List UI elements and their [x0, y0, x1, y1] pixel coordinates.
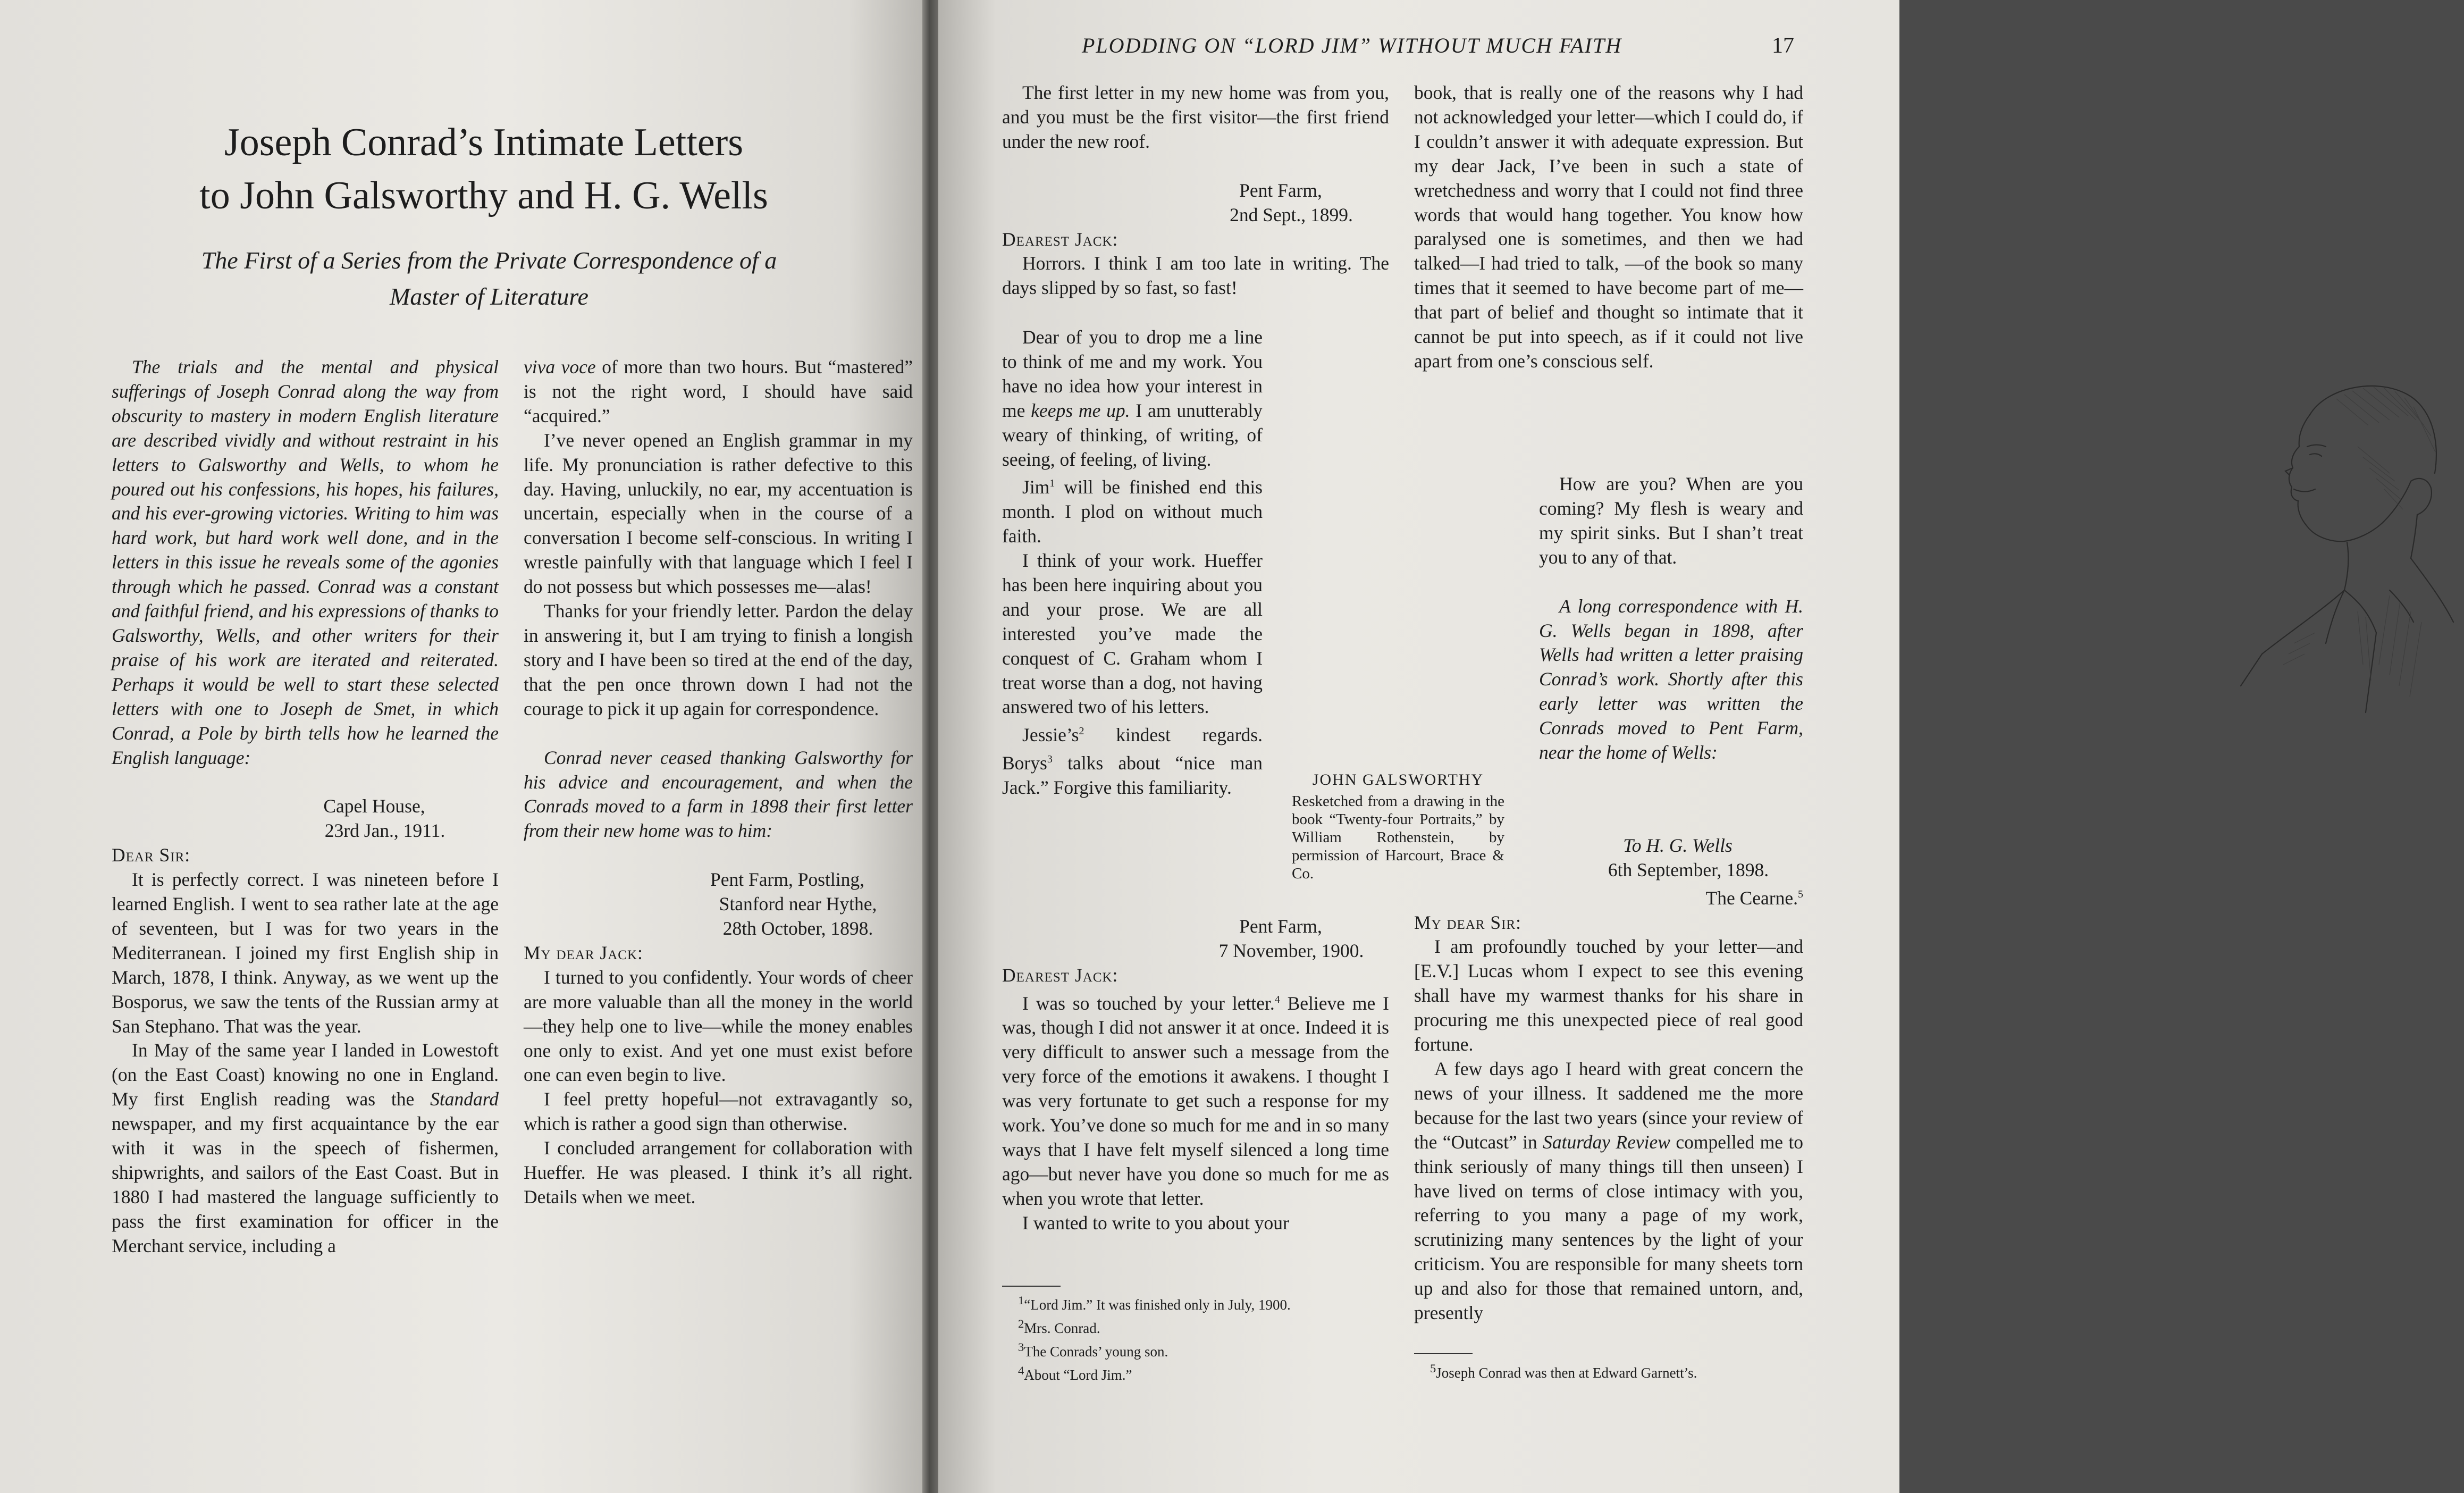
right-column-1-bottom: [1002, 915, 1389, 1236]
right-col2-paragraph-2: How are you? When are you coming? My flesh is weary and my spirit sinks. But I shan’t treat you to any of that.: [1539, 473, 1803, 568]
letter5-salutation: My dear Sir:: [1414, 911, 1522, 933]
left-page: [0, 0, 922, 1493]
right-column-2-bottom: [1414, 834, 1803, 1326]
editorial-note: Conrad never ceased thanking Galsworthy for his advice and encouragement, and when the Conrads moved to a farm in 1898 their first letter from their new home was to him:: [524, 746, 913, 842]
footnote-4: $^4$About “Lord Jim.”: [1018, 1364, 1132, 1383]
letter1-paragraph-1: It is perfectly correct. I was nineteen before I learned English. I went to sea rather late at the age of seventeen, but I was for two years in the Mediterranean. I joined my first English ship in March, 1878, I think. Anyway, as we went up the Bosporus, we saw the tents of the Russian army at San Stephano. That was the year.: [112, 869, 499, 1037]
letter2-paragraph-1: I turned to you confidently. Your words of cheer are more valuable than all the money in the world—they help one to live—while the money enables one only to exist. And yet one must exist before one can even begin to live.: [524, 966, 913, 1086]
letter4-salutation: Dearest Jack:: [1002, 964, 1119, 986]
left-column-1: [112, 355, 499, 1259]
article-title: [106, 116, 861, 222]
footnote-3: $^3$The Conrads’ young son.: [1018, 1340, 1168, 1360]
article-title-line-1: Joseph Conrad’s Intimate Letters: [224, 121, 744, 164]
col2-paragraph-3: Thanks for your friendly letter. Pardon the delay in answering it, but I am trying to finish a longish story and I have been so tired at the end of the day, that the pen once thrown down I had not the courage to pick it up again for correspondence.: [524, 600, 913, 719]
letter3-paragraph-5: $Jessie’s^2$ kindest regards. Borys$^3$ talks about “nice man Jack.” Forgive this familiarity.: [1002, 724, 1263, 798]
portrait-caption-title: JOHN GALSWORTHY: [1312, 771, 1484, 789]
letter2-salutation: My dear Jack:: [524, 942, 643, 963]
letter3-salutation: Dearest Jack:: [1002, 228, 1119, 250]
footnote-rule-2: [1414, 1353, 1473, 1354]
col2-paragraph-2: I’ve never opened an English grammar in my life. My pronunciation is rather defective to this day. Having, unluckily, no ear, my accentuation is uncertain, especially when in the course of a conversation I become self-conscious. In writing I wrestle painfully with that language which I feel I do not possess but which possesses me—alas!: [524, 429, 913, 598]
footnote-5: $^5$Joseph Conrad was then at Edward Garnett’s.: [1430, 1362, 1697, 1381]
letter2-paragraph-2: I feel pretty hopeful—not extravagantly so, which is rather a good sign than otherwise.: [524, 1088, 913, 1135]
intro-paragraph: The trials and the mental and physical sufferings of Joseph Conrad along the way from obscurity to mastery in modern English literature are described vividly and without restraint in his letters to Galsworthy and Wells, to whom he poured out his confessions, his hopes, his failures, and his ever-growing victories. Writing to him was hard work, but hard work well done, and in the letters in this issue he reveals some of the agonies through which he passed. Conrad was a constant and faithful friend, and his expressions of thanks to Galsworthy, Wells, and other writers for their praise of his work are iterated and reiterated. Perhaps it would be well to start these selected letters with one to Joseph de Smet, in which Conrad, a Pole by birth tells how he learned the English language:: [112, 356, 499, 768]
letter5-paragraph-2: A few days ago I heard with great concern the news of your illness. It saddened me the more because for the last two years (since your review of the “Outcast” in Saturday Review compelled me to think seriously of many things till then unseen) I have lived on terms of close intimacy with you, referring to you many a page of my work, scrutinizing many sentences by the light of your criticism. You are responsible for many sheets torn up and also for those that remained untorn, and, presently: [1414, 1058, 1803, 1324]
letter3-paragraph-1: Horrors. I think I am too late in writing. The days slipped by so fast, so fast!: [1002, 253, 1389, 299]
letter3-paragraph-4: I think of your work. Hueffer has been here inquiring about you and your prose. We are all interested you’ve made the conquest of C. Graham whom I treat worse than a dog, not having answered two of his letters.: [1002, 549, 1263, 718]
right-col1-paragraph-1: The first letter in my new home was from you, and you must be the first visitor—the first friend under the new roof.: [1002, 82, 1389, 152]
letter3-place: Pent Farm,: [1239, 179, 1322, 201]
letter4-paragraph-2: I wanted to write to you about your: [1022, 1212, 1289, 1234]
footnote-rule: [1002, 1286, 1061, 1287]
letter5-to: To H. G. Wells: [1623, 835, 1733, 856]
letter1-paragraph-2: In May of the same year I landed in Lowestoft (on the East Coast) knowing no one in England. My first English reading was the Standard newspaper, and my first acquaintance by the ear with it was in the speech of fishermen, shipwrights, and sailors of the East Coast. But in 1880 I had mastered the language sufficiently to pass the first examination for officer in the Merchant service, including a: [112, 1039, 499, 1256]
article-subtitle: [128, 242, 851, 315]
book-gutter: [922, 0, 938, 1493]
right-page: [938, 0, 1899, 1493]
letter4-place: Pent Farm,: [1239, 916, 1322, 937]
right-column-1-narrow: [1002, 325, 1263, 800]
letter5-place: The Cearne.$^5$: [1705, 887, 1803, 909]
article-subtitle-line-1: The First of a Series from the Private Correspondence of a: [201, 247, 777, 274]
col2-paragraph-1: viva voce of more than two hours. But “mastered” is not the right word, I should have said “acquired.”: [524, 356, 913, 426]
letter4-paragraph-1: I was so touched by your letter.$^4$ Believe me I was, though I did not answer it at once. Indeed it is very difficult to answer such a message from the very force of the emotions it awakens. I thought I was very fortunate to get such a response for my work. You’ve done so much for me and in so many ways that I have felt myself silenced a long time ago—but never have you done so much for me as when you wrote that letter.: [1002, 992, 1389, 1209]
letter3-paragraph-2: Dear of you to drop me a line to think of me and my work. You have no idea how your interest in me keeps me up. I am unutterably weary of thinking, of writing, of seeing, of feeling, of living.: [1002, 326, 1263, 470]
right-column-2-narrow: [1539, 472, 1803, 765]
right-column-1-top: [1002, 81, 1389, 300]
letter1-date: 23rd Jan., 1911.: [324, 820, 445, 842]
article-title-line-2: to John Galsworthy and H. G. Wells: [199, 174, 768, 217]
letter2-place-1: Pent Farm, Postling,: [710, 869, 864, 891]
footnotes-left: [1018, 1291, 1390, 1385]
footnote-2: $^2$Mrs. Conrad.: [1018, 1317, 1100, 1336]
page-number: 17: [1772, 33, 1794, 58]
letter3-paragraph-3: Jim$^1$ will be finished end this month. I plod on without much faith.: [1002, 476, 1263, 547]
letter2-place-2: Stanford near Hythe,: [719, 893, 877, 915]
letter2-paragraph-3: I concluded arrangement for collaboration with Hueffer. He was pleased. I think it’s all right. Details when we meet.: [524, 1137, 913, 1207]
letter5-paragraph-1: I am profoundly touched by your letter—and [E.V.] Lucas whom I expect to see this evening shall have my warmest thanks for his share in procuring me this unexpected piece of real good fortune.: [1414, 936, 1803, 1055]
letter4-date: 7 November, 1900.: [1218, 940, 1364, 961]
article-subtitle-line-2: Master of Literature: [390, 283, 588, 310]
letter1-place: Capel House,: [323, 795, 425, 817]
letter3-date: 2nd Sept., 1899.: [1230, 204, 1353, 225]
letter2-date: 28th October, 1898.: [722, 918, 873, 940]
letter5-date: 6th September, 1898.: [1608, 859, 1769, 880]
wells-editorial-note: A long correspondence with H. G. Wells began in 1898, after Wells had written a letter praising Conrad’s work. Shortly after this early letter was written the Conrads moved to Pent Farm, near the home of Wells:: [1539, 595, 1803, 764]
right-column-2-top: [1414, 81, 1803, 372]
right-col2-paragraph-1: book, that is really one of the reasons why I had not acknowledged your letter—which I could do, if I couldn’t answer it with adequate expression. But my dear Jack, I’ve been in such a state of wretchedness and worry that I could not find three words that would hang together. You know how paralysed one is sometimes, and then we had talked—I had tried to talk, —of the book so many times that it seemed to have become part of me—that part of belief and thought so intimate that it cannot be put into speech, as if it could not live apart from one’s conscious self.: [1414, 82, 1803, 372]
letter1-salutation: Dear Sir:: [112, 844, 191, 866]
left-column-2: [524, 355, 913, 1210]
running-head: PLODDING ON “LORD JIM” WITHOUT MUCH FAITH: [1082, 33, 1622, 57]
galsworthy-portrait-sketch: [2230, 367, 2464, 734]
footnote-1: $^1$“Lord Jim.” It was finished only in July, 1900.: [1018, 1294, 1291, 1313]
portrait-caption-text: Resketched from a drawing in the book “Twenty-four Portraits,” by William Rothenstein, by permission of Harcourt, Brace & Co.: [1292, 793, 1504, 882]
